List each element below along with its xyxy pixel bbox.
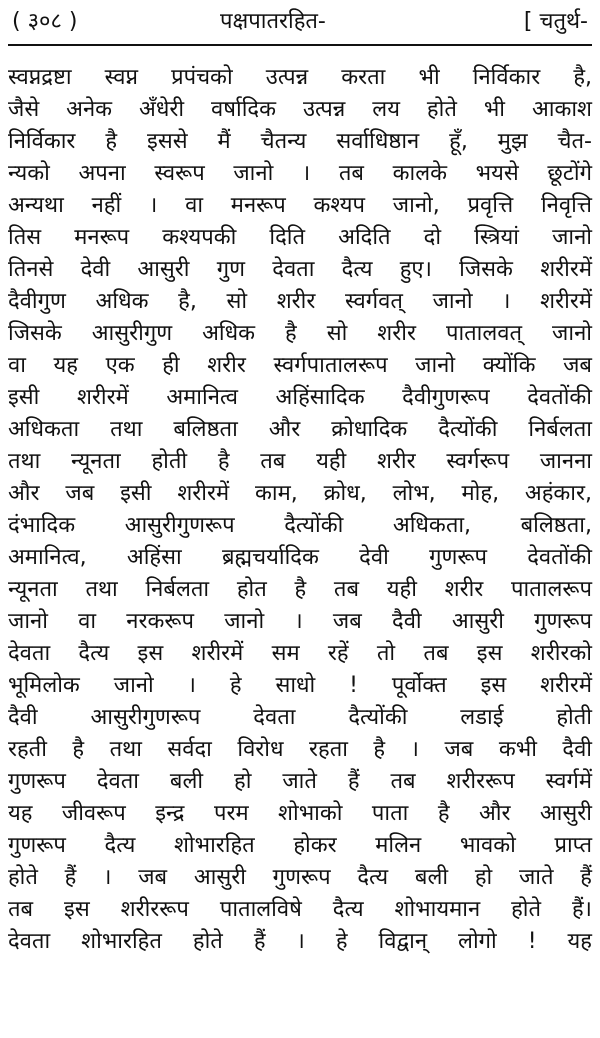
text-line: तिनसे देवी आसुरी गुण देवता दैत्य हुए। जिसके शरीरमें xyxy=(8,257,592,282)
text-line: देवता दैत्य इस शरीरमें सम रहें तो तब इस शरीरको xyxy=(8,641,592,666)
text-line: जैसे अनेक अँधेरी वर्षादिक उत्पन्न लय होते भी आकाश xyxy=(8,97,592,122)
text-line: जिसके आसुरीगुण अधिक है सो शरीर पातालवत् जानो xyxy=(8,321,592,346)
text-line: न्यको अपना स्वरूप जानो । तब कालके भयसे छूटोंगे xyxy=(8,161,592,186)
page-number: ( ३०८ ) xyxy=(12,9,78,34)
text-line: न्यूनता तथा निर्बलता होत है तब यही शरीर पातालरूप xyxy=(8,577,592,602)
text-line: तब इस शरीररूप पातालविषे दैत्य शोभायमान होते हैं। xyxy=(8,897,592,922)
text-line: जानो वा नरकरूप जानो । जब दैवी आसुरी गुणरूप xyxy=(8,609,592,634)
text-line: तथा न्यूनता होती है तब यही शरीर स्वर्गरूप जानना xyxy=(8,449,592,474)
text-line: तिस मनरूप कश्यपकी दिति अदिति दो स्त्रियां जानो xyxy=(8,225,592,250)
running-header xyxy=(0,0,600,50)
text-line: देवता शोभारहित होते हैं । हे विद्वान् लोगो ! यह xyxy=(8,929,592,954)
text-line: अमानित्व, अहिंसा ब्रह्मचर्यादिक देवी गुणरूप देवतोंकी xyxy=(8,545,592,570)
text-line: इसी शरीरमें अमानित्व अहिंसादिक दैवीगुणरूप देवतोंकी xyxy=(8,385,592,410)
body-text xyxy=(0,62,600,958)
text-line: स्वप्नद्रष्टा स्वप्न प्रपंचको उत्पन्न करता भी निर्विकार है, xyxy=(8,65,592,90)
text-line: रहती है तथा सर्वदा विरोध रहता है । जब कभी दैवी xyxy=(8,737,592,762)
header-title: पक्षपातरहित- xyxy=(220,9,326,34)
text-line: दंभादिक आसुरीगुणरूप दैत्योंकी अधिकता, बलिष्ठता, xyxy=(8,513,592,538)
text-line: अधिकता तथा बलिष्ठता और क्रोधादिक दैत्योंकी निर्बलता xyxy=(8,417,592,442)
text-line: होते हैं । जब आसुरी गुणरूप दैत्य बली हो जाते हैं xyxy=(8,865,592,890)
text-line: दैवीगुण अधिक है, सो शरीर स्वर्गवत् जानो । शरीरमें xyxy=(8,289,592,314)
text-line: अन्यथा नहीं । वा मनरूप कश्यप जानो, प्रवृत्ति निवृत्ति xyxy=(8,193,592,218)
chapter-label: [ चतुर्थ- xyxy=(523,9,588,34)
text-line: यह जीवरूप इन्द्र परम शोभाको पाता है और आसुरी xyxy=(8,801,592,826)
text-line: गुणरूप देवता बली हो जाते हैं तब शरीररूप स्वर्गमें xyxy=(8,769,592,794)
text-line: निर्विकार है इससे मैं चैतन्य सर्वाधिष्ठान हूँ, मुझ चैत- xyxy=(8,129,592,154)
text-line: और जब इसी शरीरमें काम, क्रोध, लोभ, मोह, अहंकार, xyxy=(8,481,592,506)
text-line: भूमिलोक जानो । हे साधो ! पूर्वोक्त इस शरीरमें xyxy=(8,673,592,698)
header-divider xyxy=(8,44,592,46)
text-line: दैवी आसुरीगुणरूप देवता दैत्योंकी लडाई होती xyxy=(8,705,592,730)
text-line: गुणरूप दैत्य शोभारहित होकर मलिन भावको प्राप्त xyxy=(8,833,592,858)
text-line: वा यह एक ही शरीर स्वर्गपातालरूप जानो क्योंकि जब xyxy=(8,353,592,378)
